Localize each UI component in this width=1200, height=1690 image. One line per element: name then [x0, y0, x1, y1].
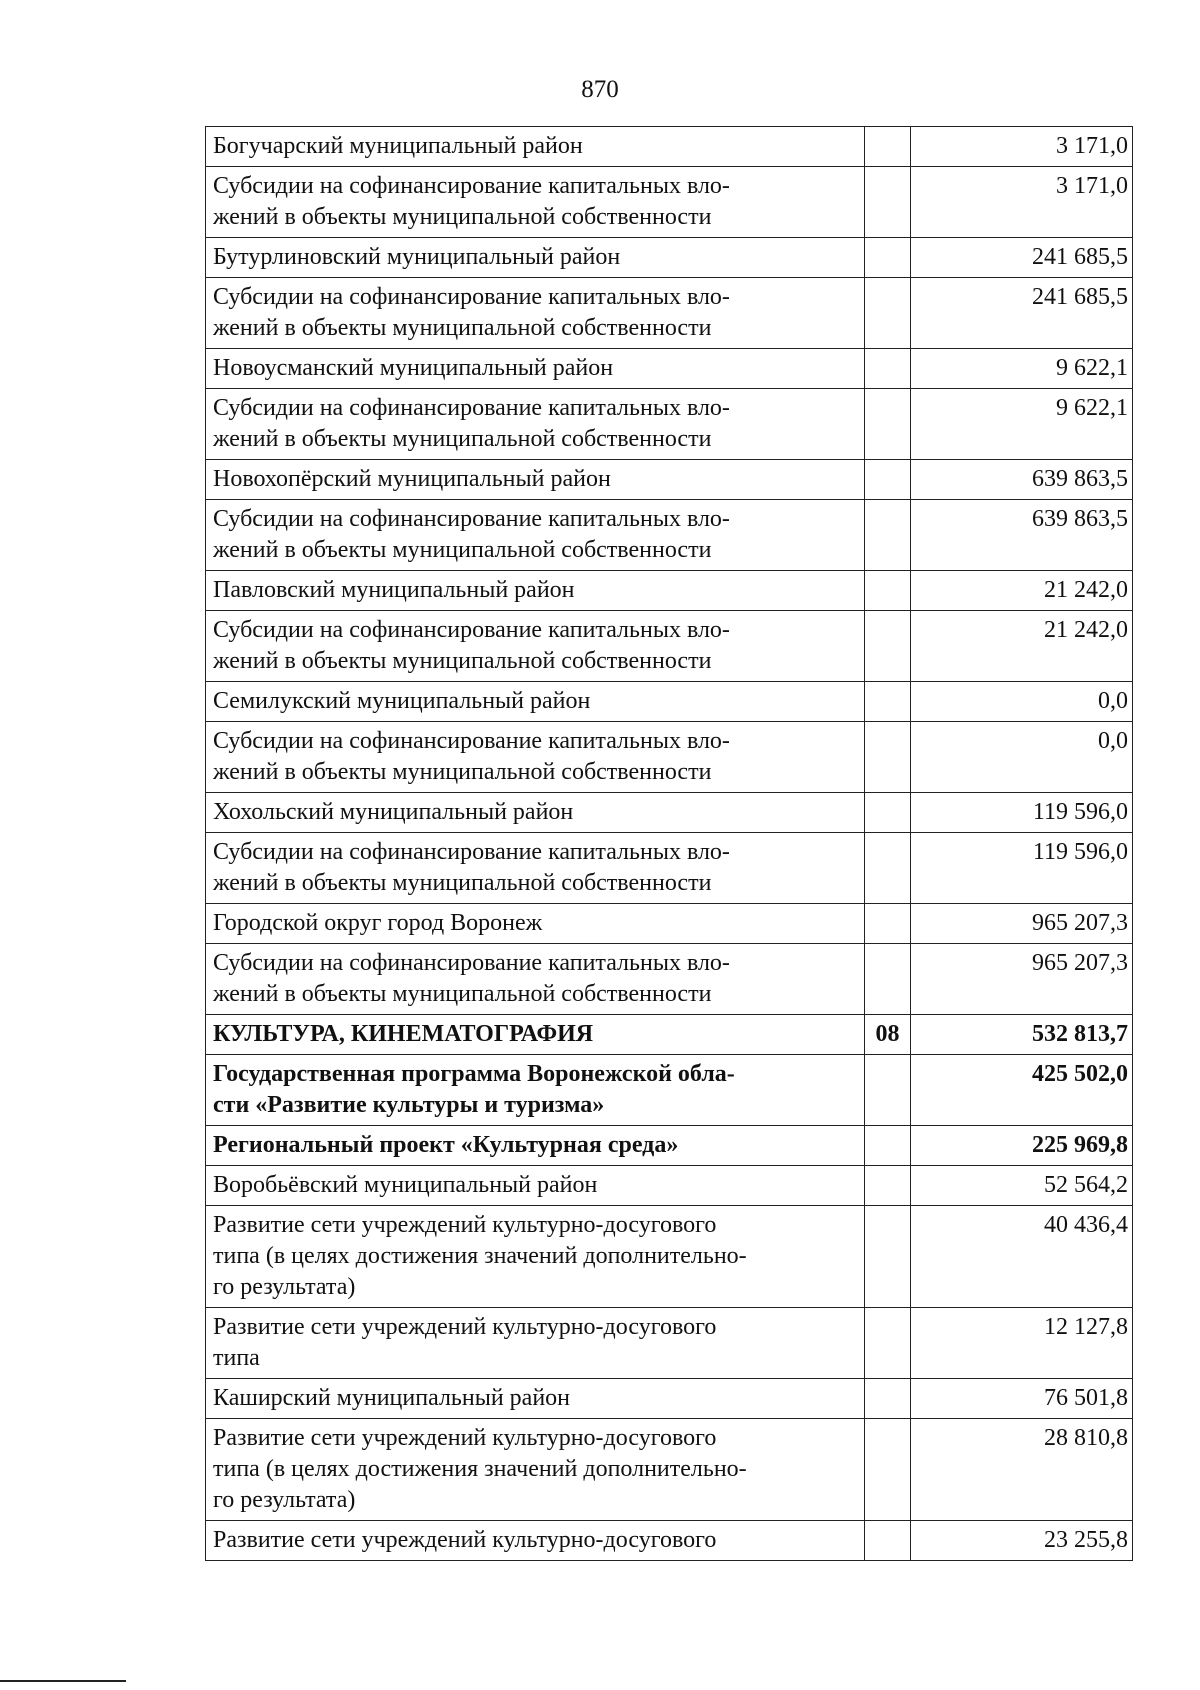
row-name-cell: Павловский муниципальный район: [206, 571, 865, 611]
row-value-cell: 9 622,1: [911, 389, 1133, 460]
row-code-cell: [865, 238, 911, 278]
table-row: [206, 1126, 1133, 1166]
row-value-cell: 76 501,8: [911, 1379, 1133, 1419]
table-row: [206, 1419, 1133, 1521]
table-row: [206, 944, 1133, 1015]
row-name-cell: Субсидии на софинансирование капитальных вло- жений в объекты муниципальной собственности: [206, 167, 865, 238]
row-value-cell: 40 436,4: [911, 1206, 1133, 1308]
row-name-cell: Воробьёвский муниципальный район: [206, 1166, 865, 1206]
row-name-cell: Государственная программа Воронежской обла- сти «Развитие культуры и туризма»: [206, 1055, 865, 1126]
row-name-cell: Семилукский муниципальный район: [206, 682, 865, 722]
row-code-cell: [865, 682, 911, 722]
table-row: [206, 1166, 1133, 1206]
row-name-cell: КУЛЬТУРА, КИНЕМАТОГРАФИЯ: [206, 1015, 865, 1055]
row-value-cell: 639 863,5: [911, 500, 1133, 571]
row-name-cell: Развитие сети учреждений культурно-досугового: [206, 1521, 865, 1561]
row-code-cell: 08: [865, 1015, 911, 1055]
table-row: [206, 571, 1133, 611]
row-value-cell: 241 685,5: [911, 278, 1133, 349]
row-name-cell: Новоусманский муниципальный район: [206, 349, 865, 389]
row-value-cell: 21 242,0: [911, 571, 1133, 611]
row-code-cell: [865, 571, 911, 611]
row-code-cell: [865, 127, 911, 167]
row-name-cell: Городской округ город Воронеж: [206, 904, 865, 944]
table-row: [206, 793, 1133, 833]
row-value-cell: 119 596,0: [911, 833, 1133, 904]
row-code-cell: [865, 944, 911, 1015]
budget-table: [205, 126, 1133, 1561]
table-row: [206, 238, 1133, 278]
table-row: [206, 1206, 1133, 1308]
table-row: [206, 167, 1133, 238]
row-name-cell: Субсидии на софинансирование капитальных вло- жений в объекты муниципальной собственности: [206, 389, 865, 460]
row-code-cell: [865, 500, 911, 571]
page-number: 870: [581, 76, 619, 103]
row-code-cell: [865, 904, 911, 944]
row-value-cell: 119 596,0: [911, 793, 1133, 833]
row-code-cell: [865, 1379, 911, 1419]
table-row: [206, 1055, 1133, 1126]
row-code-cell: [865, 389, 911, 460]
table-row: [206, 1521, 1133, 1561]
row-value-cell: 241 685,5: [911, 238, 1133, 278]
row-value-cell: 639 863,5: [911, 460, 1133, 500]
row-value-cell: 965 207,3: [911, 904, 1133, 944]
row-name-cell: Развитие сети учреждений культурно-досугового типа (в целях достижения значений дополнительно- го результата): [206, 1419, 865, 1521]
row-code-cell: [865, 1521, 911, 1561]
row-value-cell: 965 207,3: [911, 944, 1133, 1015]
row-value-cell: 28 810,8: [911, 1419, 1133, 1521]
row-name-cell: Развитие сети учреждений культурно-досугового типа (в целях достижения значений дополнительно- го результата): [206, 1206, 865, 1308]
row-value-cell: 21 242,0: [911, 611, 1133, 682]
table-row: [206, 611, 1133, 682]
row-code-cell: [865, 349, 911, 389]
row-name-cell: Развитие сети учреждений культурно-досугового типа: [206, 1308, 865, 1379]
bottom-rule: [0, 1680, 126, 1682]
row-code-cell: [865, 1308, 911, 1379]
row-value-cell: 532 813,7: [911, 1015, 1133, 1055]
row-name-cell: Субсидии на софинансирование капитальных вло- жений в объекты муниципальной собственности: [206, 944, 865, 1015]
row-name-cell: Субсидии на софинансирование капитальных вло- жений в объекты муниципальной собственности: [206, 278, 865, 349]
row-value-cell: 225 969,8: [911, 1126, 1133, 1166]
row-value-cell: 0,0: [911, 722, 1133, 793]
row-value-cell: 425 502,0: [911, 1055, 1133, 1126]
row-code-cell: [865, 793, 911, 833]
row-value-cell: 52 564,2: [911, 1166, 1133, 1206]
row-name-cell: Субсидии на софинансирование капитальных вло- жений в объекты муниципальной собственности: [206, 722, 865, 793]
row-name-cell: Субсидии на софинансирование капитальных вло- жений в объекты муниципальной собственности: [206, 611, 865, 682]
table-row: [206, 460, 1133, 500]
row-code-cell: [865, 1206, 911, 1308]
row-value-cell: 9 622,1: [911, 349, 1133, 389]
row-code-cell: [865, 1166, 911, 1206]
budget-table-body: [206, 127, 1133, 1561]
row-name-cell: Субсидии на софинансирование капитальных вло- жений в объекты муниципальной собственности: [206, 500, 865, 571]
row-value-cell: 12 127,8: [911, 1308, 1133, 1379]
table-row: [206, 1379, 1133, 1419]
row-code-cell: [865, 833, 911, 904]
row-code-cell: [865, 1055, 911, 1126]
row-value-cell: 3 171,0: [911, 127, 1133, 167]
row-code-cell: [865, 167, 911, 238]
table-row: [206, 1308, 1133, 1379]
table-row: [206, 500, 1133, 571]
table-row: [206, 389, 1133, 460]
table-row: [206, 722, 1133, 793]
table-row: [206, 278, 1133, 349]
row-name-cell: Богучарский муниципальный район: [206, 127, 865, 167]
row-code-cell: [865, 1419, 911, 1521]
table-row: [206, 1015, 1133, 1055]
row-name-cell: Каширский муниципальный район: [206, 1379, 865, 1419]
table-row: [206, 904, 1133, 944]
row-code-cell: [865, 278, 911, 349]
row-code-cell: [865, 460, 911, 500]
row-name-cell: Хохольский муниципальный район: [206, 793, 865, 833]
row-value-cell: 3 171,0: [911, 167, 1133, 238]
row-code-cell: [865, 722, 911, 793]
row-name-cell: Бутурлиновский муниципальный район: [206, 238, 865, 278]
table-row: [206, 682, 1133, 722]
row-code-cell: [865, 611, 911, 682]
row-name-cell: Новохопёрский муниципальный район: [206, 460, 865, 500]
row-code-cell: [865, 1126, 911, 1166]
row-name-cell: Региональный проект «Культурная среда»: [206, 1126, 865, 1166]
table-row: [206, 349, 1133, 389]
row-value-cell: 0,0: [911, 682, 1133, 722]
row-name-cell: Субсидии на софинансирование капитальных вло- жений в объекты муниципальной собственности: [206, 833, 865, 904]
row-value-cell: 23 255,8: [911, 1521, 1133, 1561]
table-row: [206, 127, 1133, 167]
table-row: [206, 833, 1133, 904]
